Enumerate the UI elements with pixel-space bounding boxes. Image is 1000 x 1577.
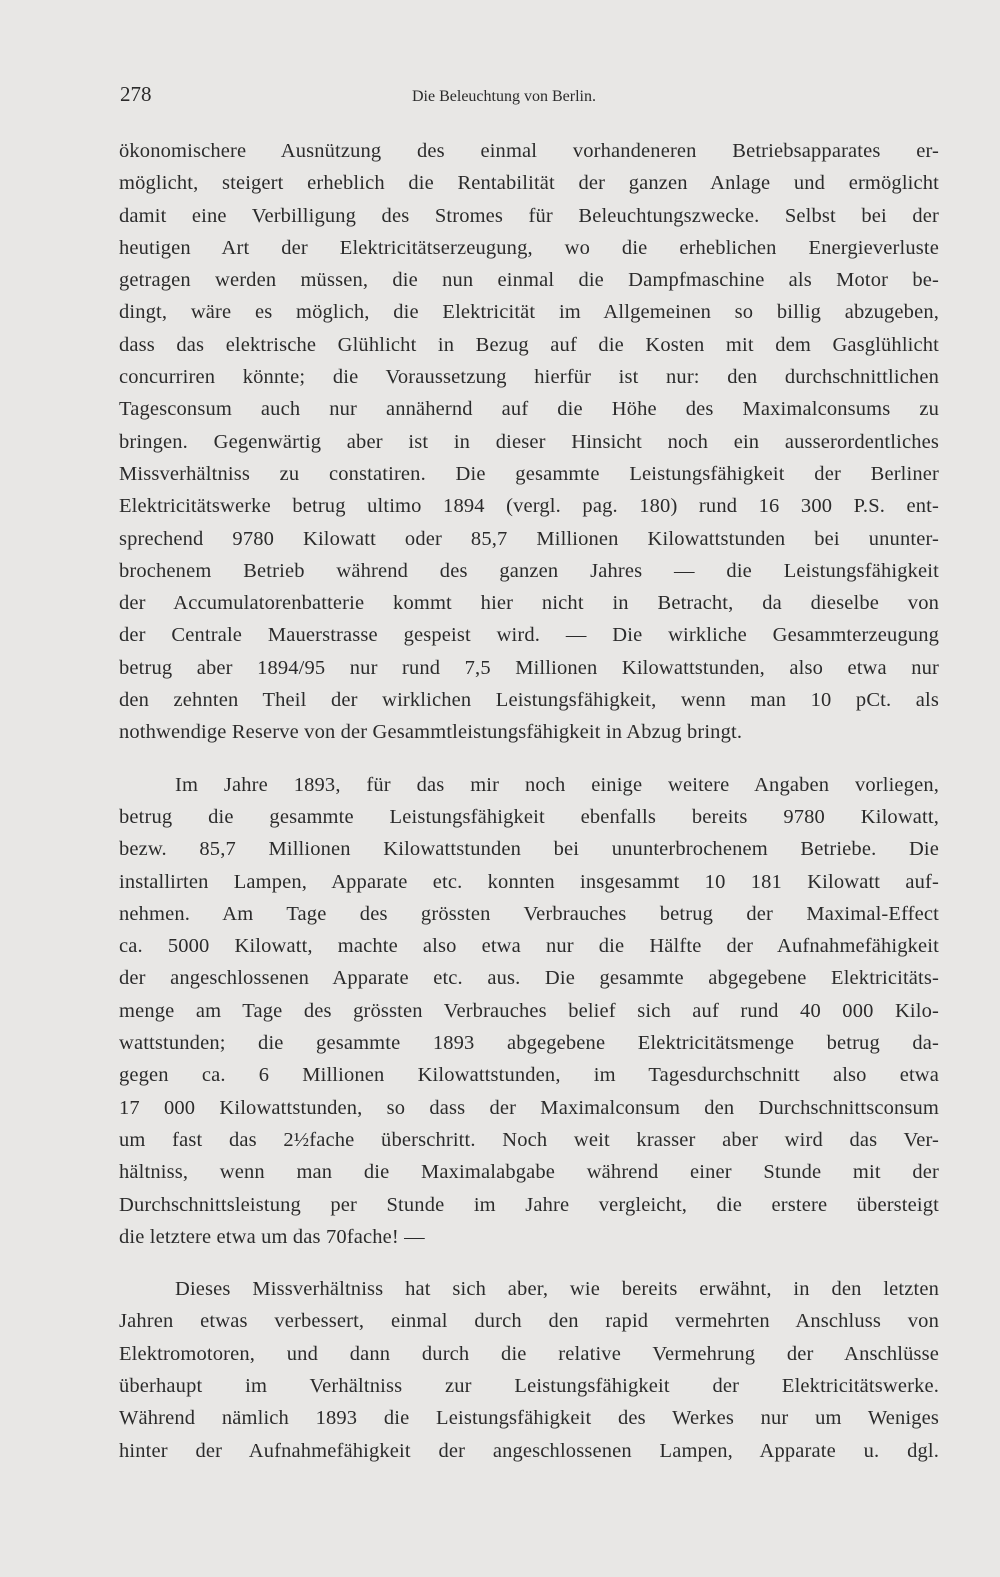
text-line: Missverhältniss zu constatiren. Die gesammte Leistungsfähigkeit der Berliner: [119, 462, 939, 485]
text-line: der Centrale Mauerstrasse gespeist wird. — Die wirkliche Gesammterzeugung: [119, 624, 939, 647]
text-line: der Accumulatorenbatterie kommt hier nicht in Betracht, da dieselbe von: [119, 592, 939, 615]
text-line: gegen ca. 6 Millionen Kilowattstunden, im Tagesdurchschnitt also etwa: [119, 1064, 939, 1087]
text-line: Dieses Missverhältniss hat sich aber, wie bereits erwähnt, in den letzten: [175, 1278, 939, 1301]
text-line: möglicht, steigert erheblich die Rentabilität der ganzen Anlage und ermöglicht: [119, 172, 939, 195]
text-line: betrug aber 1894/95 nur rund 7,5 Millionen Kilowattstunden, also etwa nur: [119, 656, 939, 679]
text-line: bringen. Gegenwärtig aber ist in dieser Hinsicht noch ein ausserordentliches: [119, 430, 939, 453]
page-header: [120, 82, 660, 112]
text-line: Durchschnittsleistung per Stunde im Jahre vergleicht, die erstere übersteigt: [119, 1193, 939, 1216]
text-line: brochenem Betrieb während des ganzen Jahres — die Leistungsfähigkeit: [119, 559, 939, 582]
paragraph: [119, 1273, 939, 1467]
text-line: hinter der Aufnahmefähigkeit der angeschlossenen Lampen, Apparate u. dgl.: [119, 1439, 939, 1462]
text-line: Im Jahre 1893, für das mir noch einige weitere Angaben vorliegen,: [175, 773, 939, 796]
body-text: [119, 135, 939, 1467]
text-line: bezw. 85,7 Millionen Kilowattstunden bei ununterbrochenem Betriebe. Die: [119, 838, 939, 861]
page-number: 278: [120, 82, 152, 106]
text-line: den zehnten Theil der wirklichen Leistungsfähigkeit, wenn man 10 pCt. als: [119, 689, 939, 712]
running-title: Die Beleuchtung von Berlin.: [412, 88, 596, 105]
text-line: Während nämlich 1893 die Leistungsfähigkeit des Werkes nur um Weniges: [119, 1407, 939, 1430]
text-line: um fast das 2½fache überschritt. Noch weit krasser aber wird das Ver-: [119, 1128, 939, 1151]
text-line: damit eine Verbilligung des Stromes für Beleuchtungszwecke. Selbst bei der: [119, 204, 939, 227]
text-line: 17 000 Kilowattstunden, so dass der Maximalconsum den Durchschnittsconsum: [119, 1096, 939, 1119]
text-line: sprechend 9780 Kilowatt oder 85,7 Millionen Kilowattstunden bei ununter-: [119, 527, 939, 550]
text-line: Jahren etwas verbessert, einmal durch den rapid vermehrten Anschluss von: [119, 1310, 939, 1333]
text-line: betrug die gesammte Leistungsfähigkeit ebenfalls bereits 9780 Kilowatt,: [119, 805, 939, 828]
text-line: der angeschlossenen Apparate etc. aus. Die gesammte abgegebene Elektricitäts-: [119, 967, 939, 990]
text-line: Elektricitätswerke betrug ultimo 1894 (vergl. pag. 180) rund 16 300 P.S. ent-: [119, 495, 939, 518]
text-line: getragen werden müssen, die nun einmal die Dampfmaschine als Motor be-: [119, 269, 939, 292]
text-line: hältniss, wenn man die Maximalabgabe während einer Stunde mit der: [119, 1161, 939, 1184]
paragraph: [119, 769, 939, 1253]
text-line: menge am Tage des grössten Verbrauches belief sich auf rund 40 000 Kilo-: [119, 999, 939, 1022]
text-line: wattstunden; die gesammte 1893 abgegebene Elektricitätsmenge betrug da-: [119, 1032, 939, 1055]
text-line: dingt, wäre es möglich, die Elektricität im Allgemeinen so billig abzugeben,: [119, 301, 939, 324]
text-line: nehmen. Am Tage des grössten Verbrauches betrug der Maximal-Effect: [119, 902, 939, 925]
text-line: Tagesconsum auch nur annähernd auf die Höhe des Maximalconsums zu: [119, 398, 939, 421]
text-line: ca. 5000 Kilowatt, machte also etwa nur die Hälfte der Aufnahmefähigkeit: [119, 935, 939, 958]
text-line: Elektromotoren, und dann durch die relative Vermehrung der Anschlüsse: [119, 1342, 939, 1365]
text-line: concurriren könnte; die Voraussetzung hierfür ist nur: den durchschnittlichen: [119, 366, 939, 389]
text-line: ökonomischere Ausnützung des einmal vorhandeneren Betriebsapparates er-: [119, 140, 939, 162]
text-line: überhaupt im Verhältniss zur Leistungsfähigkeit der Elektricitätswerke.: [119, 1374, 939, 1397]
text-line: installirten Lampen, Apparate etc. konnten insgesammt 10 181 Kilowatt auf-: [119, 870, 939, 893]
text-line: heutigen Art der Elektricitätserzeugung, wo die erheblichen Energieverluste: [119, 236, 939, 259]
text-line: dass das elektrische Glühlicht in Bezug auf die Kosten mit dem Gasglühlicht: [119, 333, 939, 356]
paragraph: [119, 135, 939, 749]
text-line: nothwendige Reserve von der Gesammtleistungsfähigkeit in Abzug bringt.: [119, 721, 743, 744]
text-line: die letztere etwa um das 70fache! —: [119, 1225, 425, 1248]
